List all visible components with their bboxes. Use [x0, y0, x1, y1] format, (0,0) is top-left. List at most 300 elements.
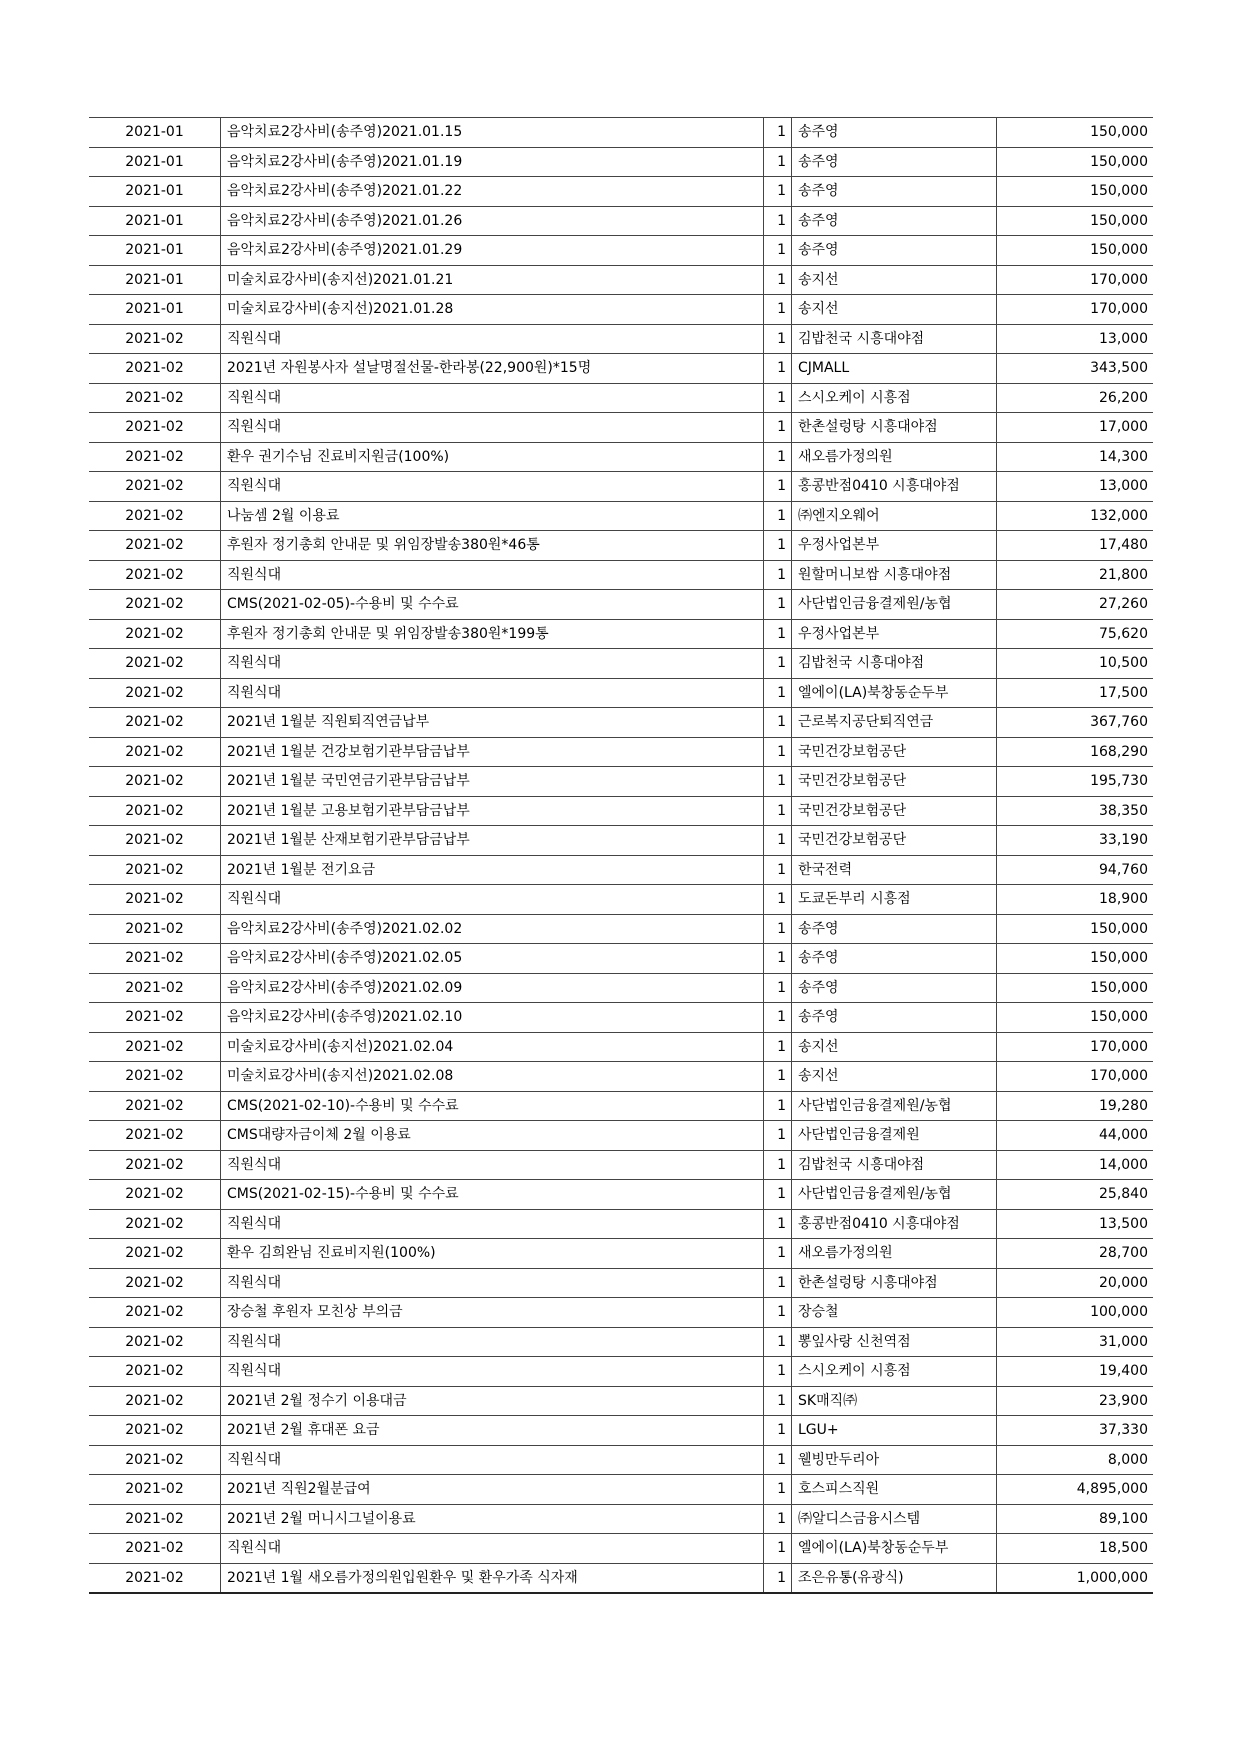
table-row: [89, 1386, 1153, 1416]
table-row: [89, 295, 1153, 325]
vendor-cell: 송주영: [792, 206, 997, 236]
amount-cell: 17,000: [997, 413, 1154, 443]
month-cell: 2021-01: [89, 236, 221, 266]
vendor-cell: 사단법인금융결제원: [792, 1121, 997, 1151]
vendor-cell: 김밥천국 시흥대야점: [792, 324, 997, 354]
amount-cell: 168,290: [997, 737, 1154, 767]
amount-cell: 10,500: [997, 649, 1154, 679]
expense-ledger-table: [89, 117, 1153, 1594]
amount-cell: 150,000: [997, 973, 1154, 1003]
table-row: [89, 1209, 1153, 1239]
amount-cell: 18,900: [997, 885, 1154, 915]
description-cell: 미술치료강사비(송지선)2021.01.28: [221, 295, 764, 325]
amount-cell: 13,500: [997, 1209, 1154, 1239]
description-cell: 미술치료강사비(송지선)2021.02.04: [221, 1032, 764, 1062]
quantity-cell: 1: [764, 1180, 792, 1210]
amount-cell: 170,000: [997, 1062, 1154, 1092]
description-cell: 2021년 자원봉사자 설날명절선물-한라봉(22,900원)*15명: [221, 354, 764, 384]
description-cell: 2021년 2월 머니시그널이용료: [221, 1504, 764, 1534]
description-cell: 음악치료2강사비(송주영)2021.01.15: [221, 118, 764, 148]
quantity-cell: 1: [764, 708, 792, 738]
vendor-cell: 호스피스직원: [792, 1475, 997, 1505]
vendor-cell: 사단법인금융결제원/농협: [792, 1091, 997, 1121]
month-cell: 2021-01: [89, 295, 221, 325]
table-row: [89, 826, 1153, 856]
description-cell: 음악치료2강사비(송주영)2021.02.10: [221, 1003, 764, 1033]
table-row: [89, 1121, 1153, 1151]
description-cell: 미술치료강사비(송지선)2021.02.08: [221, 1062, 764, 1092]
vendor-cell: 스시오케이 시흥점: [792, 1357, 997, 1387]
vendor-cell: 도쿄돈부리 시흥점: [792, 885, 997, 915]
amount-cell: 132,000: [997, 501, 1154, 531]
vendor-cell: 엘에이(LA)북창동순두부: [792, 678, 997, 708]
vendor-cell: 송지선: [792, 1062, 997, 1092]
description-cell: 직원식대: [221, 1268, 764, 1298]
month-cell: 2021-02: [89, 442, 221, 472]
amount-cell: 195,730: [997, 767, 1154, 797]
description-cell: 2021년 직원2월분급여: [221, 1475, 764, 1505]
description-cell: 2021년 1월분 건강보험기관부담금납부: [221, 737, 764, 767]
description-cell: 직원식대: [221, 1357, 764, 1387]
month-cell: 2021-02: [89, 1416, 221, 1446]
table-row: [89, 914, 1153, 944]
month-cell: 2021-02: [89, 1003, 221, 1033]
quantity-cell: 1: [764, 914, 792, 944]
month-cell: 2021-02: [89, 1386, 221, 1416]
month-cell: 2021-02: [89, 324, 221, 354]
vendor-cell: 우정사업본부: [792, 619, 997, 649]
vendor-cell: 송주영: [792, 236, 997, 266]
table-row: [89, 118, 1153, 148]
description-cell: 미술치료강사비(송지선)2021.01.21: [221, 265, 764, 295]
month-cell: 2021-02: [89, 1091, 221, 1121]
vendor-cell: 국민건강보험공단: [792, 737, 997, 767]
month-cell: 2021-02: [89, 649, 221, 679]
month-cell: 2021-02: [89, 1121, 221, 1151]
amount-cell: 1,000,000: [997, 1563, 1154, 1593]
quantity-cell: 1: [764, 1091, 792, 1121]
quantity-cell: 1: [764, 1062, 792, 1092]
description-cell: 음악치료2강사비(송주영)2021.02.05: [221, 944, 764, 974]
description-cell: 직원식대: [221, 1534, 764, 1564]
table-row: [89, 1239, 1153, 1269]
description-cell: 직원식대: [221, 1209, 764, 1239]
amount-cell: 17,500: [997, 678, 1154, 708]
amount-cell: 14,300: [997, 442, 1154, 472]
amount-cell: 44,000: [997, 1121, 1154, 1151]
month-cell: 2021-02: [89, 796, 221, 826]
vendor-cell: 근로복지공단퇴직연금: [792, 708, 997, 738]
table-row: [89, 1563, 1153, 1593]
amount-cell: 170,000: [997, 1032, 1154, 1062]
vendor-cell: 한국전력: [792, 855, 997, 885]
month-cell: 2021-01: [89, 265, 221, 295]
table-row: [89, 531, 1153, 561]
amount-cell: 31,000: [997, 1327, 1154, 1357]
amount-cell: 150,000: [997, 944, 1154, 974]
month-cell: 2021-02: [89, 1504, 221, 1534]
month-cell: 2021-02: [89, 590, 221, 620]
amount-cell: 150,000: [997, 118, 1154, 148]
description-cell: 직원식대: [221, 1150, 764, 1180]
month-cell: 2021-02: [89, 914, 221, 944]
description-cell: 2021년 1월분 산재보험기관부담금납부: [221, 826, 764, 856]
table-row: [89, 855, 1153, 885]
quantity-cell: 1: [764, 295, 792, 325]
vendor-cell: 우정사업본부: [792, 531, 997, 561]
quantity-cell: 1: [764, 678, 792, 708]
month-cell: 2021-01: [89, 206, 221, 236]
table-row: [89, 236, 1153, 266]
description-cell: 직원식대: [221, 1445, 764, 1475]
quantity-cell: 1: [764, 147, 792, 177]
table-row: [89, 1445, 1153, 1475]
vendor-cell: 새오름가정의원: [792, 1239, 997, 1269]
quantity-cell: 1: [764, 118, 792, 148]
amount-cell: 100,000: [997, 1298, 1154, 1328]
description-cell: 2021년 1월분 직원퇴직연금납부: [221, 708, 764, 738]
quantity-cell: 1: [764, 885, 792, 915]
quantity-cell: 1: [764, 796, 792, 826]
amount-cell: 19,400: [997, 1357, 1154, 1387]
vendor-cell: 국민건강보험공단: [792, 796, 997, 826]
description-cell: 2021년 1월분 고용보험기관부담금납부: [221, 796, 764, 826]
vendor-cell: 송주영: [792, 914, 997, 944]
month-cell: 2021-02: [89, 885, 221, 915]
table-row: [89, 767, 1153, 797]
quantity-cell: 1: [764, 737, 792, 767]
amount-cell: 21,800: [997, 560, 1154, 590]
amount-cell: 170,000: [997, 265, 1154, 295]
month-cell: 2021-01: [89, 177, 221, 207]
table-row: [89, 413, 1153, 443]
vendor-cell: 장승철: [792, 1298, 997, 1328]
amount-cell: 150,000: [997, 177, 1154, 207]
month-cell: 2021-02: [89, 560, 221, 590]
month-cell: 2021-01: [89, 147, 221, 177]
month-cell: 2021-02: [89, 1032, 221, 1062]
amount-cell: 13,000: [997, 324, 1154, 354]
amount-cell: 13,000: [997, 472, 1154, 502]
vendor-cell: SK매직㈜: [792, 1386, 997, 1416]
month-cell: 2021-02: [89, 1239, 221, 1269]
amount-cell: 150,000: [997, 206, 1154, 236]
description-cell: 음악치료2강사비(송주영)2021.01.22: [221, 177, 764, 207]
amount-cell: 20,000: [997, 1268, 1154, 1298]
description-cell: 직원식대: [221, 649, 764, 679]
table-row: [89, 619, 1153, 649]
month-cell: 2021-02: [89, 1062, 221, 1092]
vendor-cell: 송주영: [792, 118, 997, 148]
table-row: [89, 442, 1153, 472]
amount-cell: 170,000: [997, 295, 1154, 325]
vendor-cell: 조은유통(유광식): [792, 1563, 997, 1593]
quantity-cell: 1: [764, 1386, 792, 1416]
month-cell: 2021-02: [89, 1209, 221, 1239]
description-cell: 2021년 2월 휴대폰 요금: [221, 1416, 764, 1446]
quantity-cell: 1: [764, 1327, 792, 1357]
description-cell: 직원식대: [221, 1327, 764, 1357]
quantity-cell: 1: [764, 973, 792, 1003]
description-cell: CMS대량자금이체 2월 이용료: [221, 1121, 764, 1151]
month-cell: 2021-01: [89, 118, 221, 148]
quantity-cell: 1: [764, 619, 792, 649]
month-cell: 2021-02: [89, 1298, 221, 1328]
quantity-cell: 1: [764, 767, 792, 797]
description-cell: 음악치료2강사비(송주영)2021.01.19: [221, 147, 764, 177]
amount-cell: 33,190: [997, 826, 1154, 856]
month-cell: 2021-02: [89, 472, 221, 502]
month-cell: 2021-02: [89, 1445, 221, 1475]
amount-cell: 26,200: [997, 383, 1154, 413]
table-row: [89, 1180, 1153, 1210]
month-cell: 2021-02: [89, 1534, 221, 1564]
description-cell: 후원자 정기총회 안내문 및 위임장발송380원*199통: [221, 619, 764, 649]
description-cell: 직원식대: [221, 383, 764, 413]
table-row: [89, 1327, 1153, 1357]
table-row: [89, 1062, 1153, 1092]
amount-cell: 150,000: [997, 914, 1154, 944]
quantity-cell: 1: [764, 1209, 792, 1239]
table-row: [89, 472, 1153, 502]
description-cell: 2021년 1월 새오름가정의원입원환우 및 환우가족 식자재: [221, 1563, 764, 1593]
table-row: [89, 501, 1153, 531]
vendor-cell: 사단법인금융결제원/농협: [792, 1180, 997, 1210]
vendor-cell: 송주영: [792, 177, 997, 207]
vendor-cell: 송지선: [792, 265, 997, 295]
amount-cell: 23,900: [997, 1386, 1154, 1416]
quantity-cell: 1: [764, 1032, 792, 1062]
quantity-cell: 1: [764, 1534, 792, 1564]
description-cell: 음악치료2강사비(송주영)2021.02.09: [221, 973, 764, 1003]
quantity-cell: 1: [764, 265, 792, 295]
description-cell: 음악치료2강사비(송주영)2021.02.02: [221, 914, 764, 944]
vendor-cell: ㈜엔지오웨어: [792, 501, 997, 531]
vendor-cell: 스시오케이 시흥점: [792, 383, 997, 413]
month-cell: 2021-02: [89, 1150, 221, 1180]
table-row: [89, 177, 1153, 207]
table-row: [89, 383, 1153, 413]
vendor-cell: 원할머니보쌈 시흥대야점: [792, 560, 997, 590]
vendor-cell: 국민건강보험공단: [792, 767, 997, 797]
table-row: [89, 265, 1153, 295]
vendor-cell: 송주영: [792, 1003, 997, 1033]
description-cell: 환우 권기수님 진료비지원금(100%): [221, 442, 764, 472]
quantity-cell: 1: [764, 501, 792, 531]
amount-cell: 150,000: [997, 1003, 1154, 1033]
quantity-cell: 1: [764, 1298, 792, 1328]
description-cell: 직원식대: [221, 413, 764, 443]
vendor-cell: 송주영: [792, 944, 997, 974]
amount-cell: 94,760: [997, 855, 1154, 885]
table-row: [89, 1504, 1153, 1534]
vendor-cell: CJMALL: [792, 354, 997, 384]
table-row: [89, 1357, 1153, 1387]
table-row: [89, 1268, 1153, 1298]
description-cell: 2021년 1월분 전기요금: [221, 855, 764, 885]
description-cell: 직원식대: [221, 560, 764, 590]
month-cell: 2021-02: [89, 1357, 221, 1387]
vendor-cell: 사단법인금융결제원/농협: [792, 590, 997, 620]
description-cell: CMS(2021-02-05)-수용비 및 수수료: [221, 590, 764, 620]
quantity-cell: 1: [764, 1268, 792, 1298]
vendor-cell: LGU+: [792, 1416, 997, 1446]
amount-cell: 37,330: [997, 1416, 1154, 1446]
amount-cell: 14,000: [997, 1150, 1154, 1180]
month-cell: 2021-02: [89, 855, 221, 885]
month-cell: 2021-02: [89, 1327, 221, 1357]
quantity-cell: 1: [764, 1475, 792, 1505]
vendor-cell: 송지선: [792, 295, 997, 325]
vendor-cell: 홍콩반점0410 시흥대야점: [792, 472, 997, 502]
table-row: [89, 944, 1153, 974]
amount-cell: 19,280: [997, 1091, 1154, 1121]
vendor-cell: 송주영: [792, 147, 997, 177]
quantity-cell: 1: [764, 560, 792, 590]
amount-cell: 25,840: [997, 1180, 1154, 1210]
description-cell: 나눔셈 2월 이용료: [221, 501, 764, 531]
month-cell: 2021-02: [89, 1563, 221, 1593]
vendor-cell: 뽕잎사랑 신천역점: [792, 1327, 997, 1357]
vendor-cell: 한촌설렁탕 시흥대야점: [792, 1268, 997, 1298]
table-row: [89, 796, 1153, 826]
vendor-cell: 김밥천국 시흥대야점: [792, 1150, 997, 1180]
quantity-cell: 1: [764, 1563, 792, 1593]
amount-cell: 343,500: [997, 354, 1154, 384]
quantity-cell: 1: [764, 1445, 792, 1475]
quantity-cell: 1: [764, 472, 792, 502]
vendor-cell: ㈜알디스금융시스템: [792, 1504, 997, 1534]
amount-cell: 4,895,000: [997, 1475, 1154, 1505]
month-cell: 2021-02: [89, 737, 221, 767]
vendor-cell: 웰빙만두리아: [792, 1445, 997, 1475]
description-cell: 음악치료2강사비(송주영)2021.01.29: [221, 236, 764, 266]
month-cell: 2021-02: [89, 531, 221, 561]
vendor-cell: 송주영: [792, 973, 997, 1003]
quantity-cell: 1: [764, 442, 792, 472]
table-row: [89, 1003, 1153, 1033]
amount-cell: 150,000: [997, 147, 1154, 177]
quantity-cell: 1: [764, 324, 792, 354]
month-cell: 2021-02: [89, 413, 221, 443]
amount-cell: 75,620: [997, 619, 1154, 649]
quantity-cell: 1: [764, 206, 792, 236]
description-cell: 후원자 정기총회 안내문 및 위임장발송380원*46통: [221, 531, 764, 561]
quantity-cell: 1: [764, 177, 792, 207]
amount-cell: 89,100: [997, 1504, 1154, 1534]
month-cell: 2021-02: [89, 354, 221, 384]
description-cell: 환우 김희완님 진료비지원(100%): [221, 1239, 764, 1269]
table-row: [89, 737, 1153, 767]
description-cell: 직원식대: [221, 324, 764, 354]
amount-cell: 150,000: [997, 236, 1154, 266]
description-cell: 직원식대: [221, 472, 764, 502]
description-cell: 2021년 1월분 국민연금기관부담금납부: [221, 767, 764, 797]
vendor-cell: 국민건강보험공단: [792, 826, 997, 856]
quantity-cell: 1: [764, 649, 792, 679]
amount-cell: 38,350: [997, 796, 1154, 826]
amount-cell: 28,700: [997, 1239, 1154, 1269]
quantity-cell: 1: [764, 1416, 792, 1446]
description-cell: CMS(2021-02-10)-수용비 및 수수료: [221, 1091, 764, 1121]
quantity-cell: 1: [764, 383, 792, 413]
description-cell: 음악치료2강사비(송주영)2021.01.26: [221, 206, 764, 236]
table-row: [89, 678, 1153, 708]
month-cell: 2021-02: [89, 619, 221, 649]
quantity-cell: 1: [764, 236, 792, 266]
month-cell: 2021-02: [89, 708, 221, 738]
description-cell: 직원식대: [221, 885, 764, 915]
amount-cell: 367,760: [997, 708, 1154, 738]
ledger-body: [89, 118, 1153, 1594]
table-row: [89, 1416, 1153, 1446]
quantity-cell: 1: [764, 354, 792, 384]
table-row: [89, 708, 1153, 738]
amount-cell: 8,000: [997, 1445, 1154, 1475]
table-row: [89, 354, 1153, 384]
quantity-cell: 1: [764, 1504, 792, 1534]
month-cell: 2021-02: [89, 944, 221, 974]
quantity-cell: 1: [764, 1121, 792, 1151]
month-cell: 2021-02: [89, 973, 221, 1003]
quantity-cell: 1: [764, 826, 792, 856]
table-row: [89, 1475, 1153, 1505]
quantity-cell: 1: [764, 590, 792, 620]
quantity-cell: 1: [764, 1357, 792, 1387]
quantity-cell: 1: [764, 944, 792, 974]
month-cell: 2021-02: [89, 1268, 221, 1298]
vendor-cell: 송지선: [792, 1032, 997, 1062]
table-row: [89, 147, 1153, 177]
table-row: [89, 1298, 1153, 1328]
quantity-cell: 1: [764, 1003, 792, 1033]
table-row: [89, 1534, 1153, 1564]
description-cell: 2021년 2월 정수기 이용대금: [221, 1386, 764, 1416]
quantity-cell: 1: [764, 1239, 792, 1269]
vendor-cell: 김밥천국 시흥대야점: [792, 649, 997, 679]
table-row: [89, 885, 1153, 915]
table-row: [89, 590, 1153, 620]
amount-cell: 27,260: [997, 590, 1154, 620]
table-row: [89, 1150, 1153, 1180]
quantity-cell: 1: [764, 1150, 792, 1180]
vendor-cell: 새오름가정의원: [792, 442, 997, 472]
month-cell: 2021-02: [89, 678, 221, 708]
vendor-cell: 홍콩반점0410 시흥대야점: [792, 1209, 997, 1239]
description-cell: 장승철 후원자 모친상 부의금: [221, 1298, 764, 1328]
table-row: [89, 649, 1153, 679]
description-cell: 직원식대: [221, 678, 764, 708]
month-cell: 2021-02: [89, 1180, 221, 1210]
table-row: [89, 324, 1153, 354]
month-cell: 2021-02: [89, 767, 221, 797]
table-row: [89, 1032, 1153, 1062]
month-cell: 2021-02: [89, 501, 221, 531]
month-cell: 2021-02: [89, 1475, 221, 1505]
vendor-cell: 한촌설렁탕 시흥대야점: [792, 413, 997, 443]
table-row: [89, 560, 1153, 590]
amount-cell: 18,500: [997, 1534, 1154, 1564]
table-row: [89, 1091, 1153, 1121]
quantity-cell: 1: [764, 855, 792, 885]
amount-cell: 17,480: [997, 531, 1154, 561]
table-row: [89, 206, 1153, 236]
description-cell: CMS(2021-02-15)-수용비 및 수수료: [221, 1180, 764, 1210]
quantity-cell: 1: [764, 531, 792, 561]
month-cell: 2021-02: [89, 383, 221, 413]
vendor-cell: 엘에이(LA)북창동순두부: [792, 1534, 997, 1564]
month-cell: 2021-02: [89, 826, 221, 856]
